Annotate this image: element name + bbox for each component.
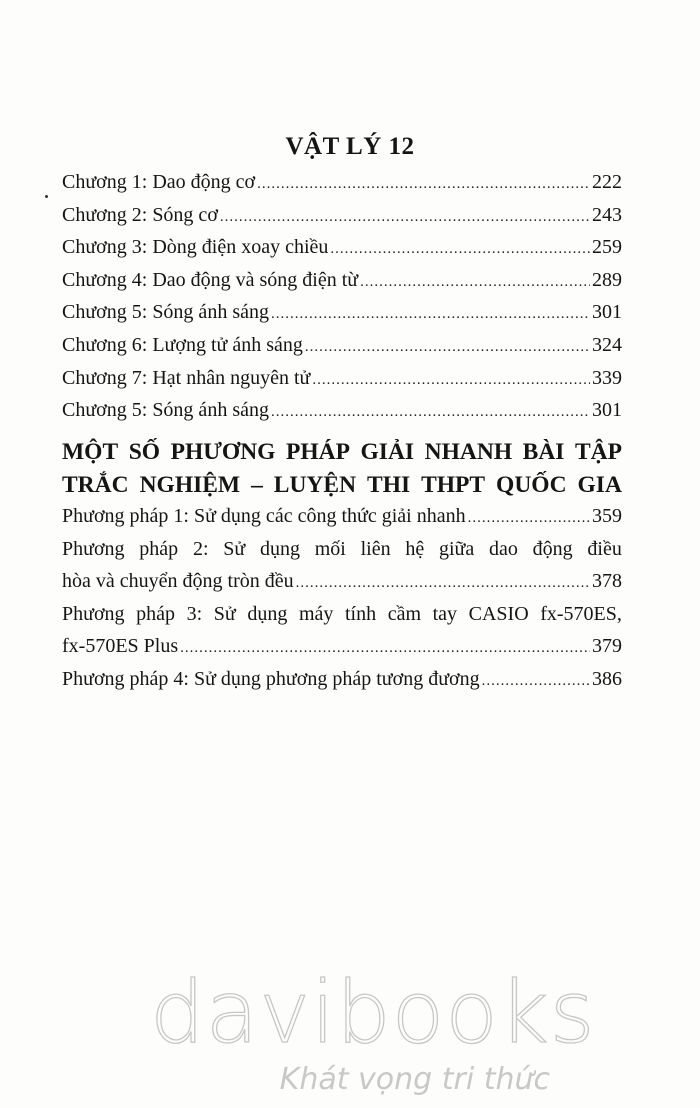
toc-row-page: 301 [592, 399, 622, 422]
dot-leader [271, 404, 590, 421]
toc-row-method-3-line-2 [62, 635, 622, 668]
dot-leader [305, 339, 590, 356]
toc-row-page: 379 [592, 635, 622, 658]
toc-row-page: 222 [592, 171, 622, 193]
toc-row-label: Phương pháp 3: Sử dụng máy tính cầm tay CASIO fx-570ES, [62, 602, 622, 625]
toc-row-page: 378 [592, 570, 622, 593]
toc-row-chapter-2 [62, 204, 622, 237]
watermark-tagline: Khát vọng tri thức [279, 1062, 550, 1097]
dot-leader [482, 673, 590, 690]
toc-row-page: 386 [592, 667, 622, 690]
dot-leader [257, 176, 590, 193]
toc-row-chapter-3 [62, 236, 622, 269]
toc-row-label: Phương pháp 2: Sử dụng mối liên hệ giữa dao động điều [62, 537, 622, 560]
toc-row-page: 243 [592, 203, 622, 226]
toc-row-label: Chương 4: Dao động và sóng điện từ [62, 268, 359, 291]
toc-row-page: 324 [592, 333, 622, 356]
toc-row-method-2-line-2 [62, 570, 622, 603]
ink-speck [45, 195, 48, 198]
toc-row-label: Phương pháp 1: Sử dụng các công thức giải nhanh [62, 505, 466, 527]
dot-leader [296, 575, 590, 592]
toc-row-method-1 [62, 505, 622, 538]
toc-row-label: Chương 5: Sóng ánh sáng [62, 399, 269, 422]
toc-row-label: Chương 5: Sóng ánh sáng [62, 301, 269, 324]
toc-row-chapter-1 [62, 171, 622, 204]
toc-row-method-4 [62, 668, 622, 701]
toc-row-page: 289 [592, 268, 622, 291]
toc-row-label-continued: fx-570ES Plus [62, 635, 179, 658]
toc-row-label: Chương 2: Sóng cơ [62, 203, 218, 226]
toc-row-page: 259 [592, 236, 622, 259]
dot-leader [180, 640, 590, 657]
section-title-line-2: TRẮC NGHIỆM – LUYỆN THI THPT QUỐC GIA [62, 472, 622, 498]
section-title-line-1: MỘT SỐ PHƯƠNG PHÁP GIẢI NHANH BÀI TẬP [62, 439, 622, 465]
section-title-physics: VẬT LÝ 12 [285, 133, 415, 160]
dot-leader [468, 510, 590, 527]
toc-row-label: Chương 1: Dao động cơ [62, 171, 256, 193]
dot-leader [330, 241, 590, 258]
toc-row-page: 301 [592, 301, 622, 324]
toc-row-label: Chương 7: Hạt nhân nguyên tử [62, 366, 311, 389]
toc-row-chapter-5 [62, 301, 622, 334]
toc-row-label: Chương 6: Lượng tử ánh sáng [62, 333, 303, 356]
toc-row-chapter-4 [62, 269, 622, 302]
method-list [62, 505, 622, 701]
toc-row-chapter-6 [62, 334, 622, 367]
toc-row-method-3-line-1 [62, 603, 622, 636]
dot-leader [271, 306, 590, 323]
toc-row-label: Chương 3: Dòng điện xoay chiều [62, 236, 329, 259]
watermark-brand: davibooks [150, 963, 596, 1063]
dot-leader [360, 274, 590, 291]
dot-leader [312, 372, 590, 389]
toc-row-page: 339 [592, 366, 622, 389]
toc-row-chapter-5-repeat [62, 399, 622, 432]
chapter-list [62, 171, 622, 432]
dot-leader [220, 209, 590, 226]
toc-row-page: 359 [592, 505, 622, 527]
section-title-methods [62, 436, 622, 502]
toc-row-label-continued: hòa và chuyển động tròn đều [62, 570, 294, 593]
toc-row-method-2-line-1 [62, 538, 622, 571]
toc-row-label: Phương pháp 4: Sử dụng phương pháp tương đương [62, 667, 480, 690]
toc-row-chapter-7 [62, 367, 622, 400]
